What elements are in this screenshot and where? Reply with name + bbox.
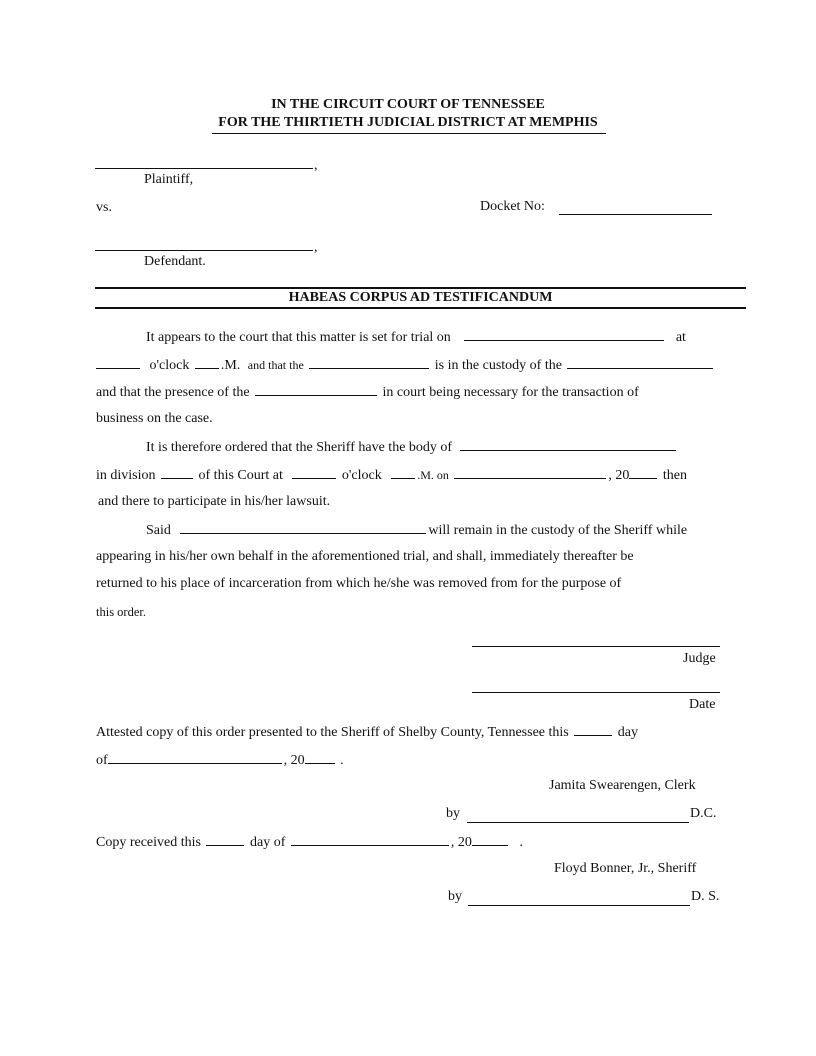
plaintiff-name-line[interactable] — [95, 168, 313, 169]
court-title-line1: IN THE CIRCUIT COURT OF TENNESSEE — [271, 97, 545, 112]
p2-division: in division — [96, 468, 156, 483]
judge-signature-line[interactable] — [472, 646, 720, 647]
judge-label: Judge — [683, 651, 716, 666]
dc-label: D.C. — [690, 806, 717, 821]
p2-line2 — [96, 466, 687, 484]
attest-period: . — [340, 753, 344, 768]
p1-line1 — [146, 328, 686, 346]
p1-line2 — [96, 356, 715, 374]
clerk-signature-line[interactable] — [467, 822, 689, 823]
p1-text-a: It appears to the court that this matter is set for trial on — [146, 330, 451, 345]
defendant-name-line[interactable] — [95, 250, 313, 251]
p2-line3: and there to participate in his/her lawsuit. — [98, 494, 331, 509]
date-signature-line[interactable] — [472, 692, 720, 693]
division-blank[interactable] — [161, 466, 193, 479]
sheriff-signature-line[interactable] — [468, 905, 690, 906]
attest-line1 — [96, 723, 638, 741]
body-of-blank[interactable] — [460, 438, 676, 451]
copy-text: Copy received this — [96, 835, 201, 850]
court-title-line2: FOR THE THIRTIETH JUDICIAL DISTRICT AT MEMPHIS — [218, 115, 598, 130]
p1-presence: and that the presence of the — [96, 385, 250, 400]
clerk-name: Jamita Swearengen, Clerk — [549, 778, 696, 793]
appear-time-blank[interactable] — [292, 466, 336, 479]
date-label: Date — [689, 697, 716, 712]
attest-of: of — [96, 753, 108, 768]
p2-twenty: , 20 — [608, 468, 630, 483]
p1-necessary: in court being necessary for the transaction of — [382, 385, 639, 400]
p2-oclock: o'clock — [341, 468, 382, 483]
document-title: HABEAS CORPUS AD TESTIFICANDUM — [288, 290, 553, 305]
docket-label: Docket No: — [480, 199, 545, 214]
header-underline — [212, 133, 606, 134]
sheriff-name: Floyd Bonner, Jr., Sheriff — [554, 861, 697, 876]
attest-month-blank[interactable] — [108, 751, 282, 764]
p2-ordered: It is therefore ordered that the Sheriff have the body of — [146, 440, 453, 455]
trial-time-blank[interactable] — [96, 356, 140, 369]
title-bottom-rule — [95, 307, 746, 309]
docket-number-line[interactable] — [559, 214, 712, 215]
attest-year-blank[interactable] — [305, 751, 335, 764]
copy-month-blank[interactable] — [291, 833, 449, 846]
p2-line1 — [146, 438, 678, 456]
copy-twenty: , 20 — [450, 835, 472, 850]
clerk-by-label: by — [446, 806, 460, 821]
ds-label: D. S. — [691, 889, 720, 904]
p3-line4: this order. — [96, 605, 146, 619]
copy-period: . — [519, 835, 523, 850]
attest-day: day — [617, 725, 638, 740]
p3-said: Said — [146, 523, 171, 538]
p3-line3: returned to his place of incarceration from which he/she was removed from for the purpose of — [96, 576, 622, 591]
p1-line4: business on the case. — [96, 411, 213, 426]
p1-text-at: at — [675, 330, 686, 345]
custodian-blank[interactable] — [567, 356, 713, 369]
p2-court-at: of this Court at — [198, 468, 283, 483]
p1-custody: is in the custody of the — [434, 358, 562, 373]
p2-m-on: .M. on — [417, 468, 449, 482]
p1-line3 — [96, 383, 639, 401]
inmate-name-blank[interactable] — [309, 356, 429, 369]
p3-remain: will remain in the custody of the Sheriff while — [428, 523, 688, 538]
plaintiff-label: Plaintiff, — [144, 172, 194, 187]
trial-date-blank[interactable] — [464, 328, 664, 341]
p1-m: .M. — [220, 358, 241, 373]
title-top-rule — [95, 287, 746, 289]
p1-and-that: and that the — [247, 358, 304, 372]
attest-twenty: , 20 — [283, 753, 305, 768]
versus-label: vs. — [96, 200, 112, 215]
p1-oclock: o'clock — [149, 358, 190, 373]
appear-date-blank[interactable] — [454, 466, 606, 479]
person-presence-blank[interactable] — [255, 383, 377, 396]
copy-year-blank[interactable] — [472, 833, 508, 846]
p3-line1 — [146, 521, 687, 539]
said-person-blank[interactable] — [180, 521, 426, 534]
trial-ampm-blank[interactable] — [195, 356, 219, 369]
p3-line2: appearing in his/her own behalf in the aforementioned trial, and shall, immediately thereafter be — [96, 549, 634, 564]
defendant-label: Defendant. — [144, 254, 206, 269]
attest-text: Attested copy of this order presented to the Sheriff of Shelby County, Tennessee this — [96, 725, 569, 740]
appear-ampm-blank[interactable] — [391, 466, 415, 479]
p2-then: then — [662, 468, 688, 483]
plaintiff-comma: , — [314, 158, 318, 173]
attest-line2 — [96, 751, 344, 769]
copy-received-line — [96, 833, 523, 851]
attest-day-blank[interactable] — [574, 723, 612, 736]
appear-year-blank[interactable] — [629, 466, 657, 479]
defendant-comma: , — [314, 240, 318, 255]
copy-day-of: day of — [249, 835, 286, 850]
copy-day-blank[interactable] — [206, 833, 244, 846]
sheriff-by-label: by — [448, 889, 462, 904]
